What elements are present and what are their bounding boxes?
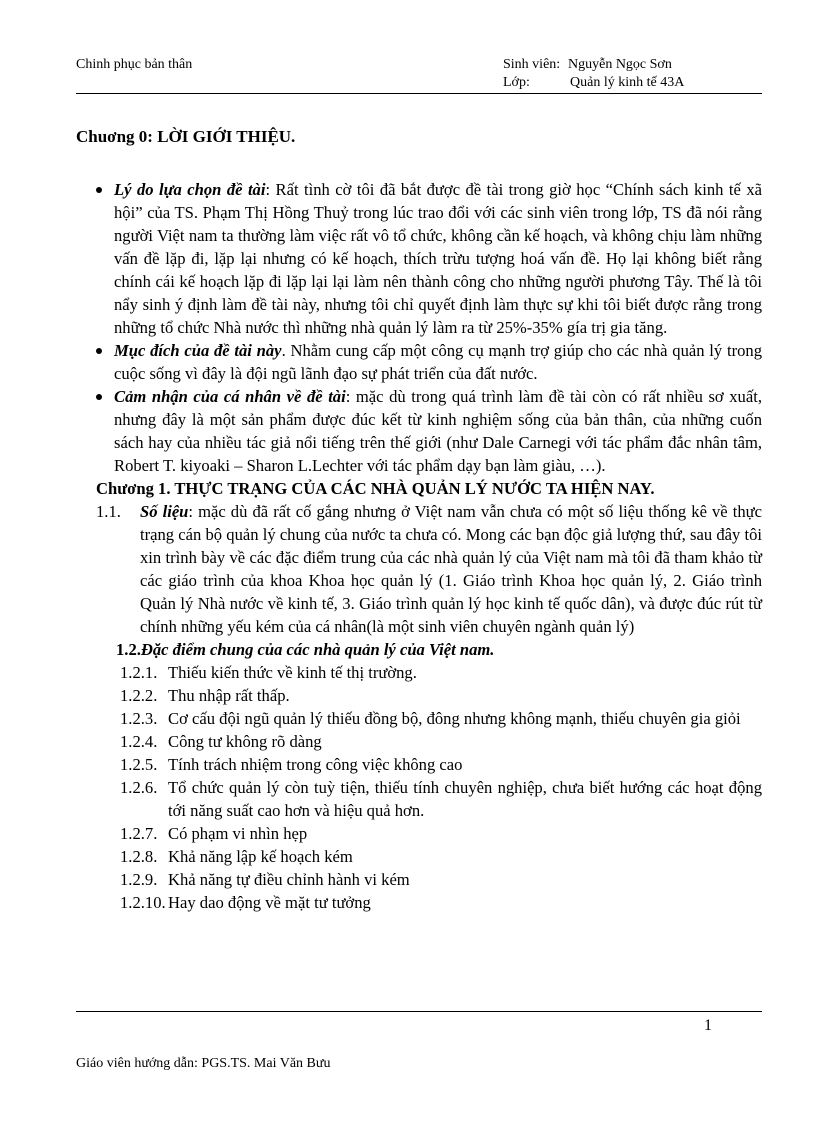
item-text: Có phạm vi nhìn hẹp [168, 824, 308, 843]
item-number: 1.2.5. [120, 755, 158, 774]
section-1-1 [76, 500, 762, 638]
section-text: : mặc dù đã rất cố gắng nhưng ở Việt nam vẫn chưa có một số liệu thống kê về thực trạng cán bộ quản lý chung của nước ta chưa có. Mong các bạn độc giả lượng thứ, sau đây tôi xin trình bày về các đặc điểm trung của các nhà quản lý của Việt nam mà tôi đã tham khảo từ các giáo trình của khoa Khoa học quản lý (1. Giáo trình Khoa học quản lý, 2. Giáo trình Quản lý Nhà nước về kinh tế, 3. Giáo trình quản lý học kinh tế quốc dân), và được đúc rút từ chính những yếu kém của cá nhân(là một sinh viên chuyên ngành quản lý) [140, 502, 762, 636]
list-item [76, 891, 762, 914]
list-item [76, 707, 762, 730]
item-text: Tổ chức quản lý còn tuỳ tiện, thiếu tính chuyên nghiệp, chưa biết hướng các hoạt động tới năng suất cao hơn và hiệu quả hơn. [168, 778, 762, 820]
item-text: Khả năng lập kế hoạch kém [168, 847, 353, 866]
bullet-dot [96, 348, 102, 354]
item-number: 1.2.8. [120, 847, 158, 866]
page-number: 1 [704, 1017, 712, 1034]
item-number: 1.2.1. [120, 663, 158, 682]
header-document-title: Chinh phục bản thân [76, 57, 193, 72]
header-class-label: Lớp: [503, 75, 530, 90]
item-number: 1.2.3. [120, 709, 158, 728]
header-rule [76, 93, 762, 94]
bullet-text: : Rất tình cờ tôi đã bắt được đề tài trong giờ học “Chính sách kinh tế xã hội” của TS. Phạm Thị Hồng Thuỷ trong lúc trao đổi với các sinh viên trong lớp, TS đã nói rằng người Việt nam ta thường làm việc rất vô tổ chức, không cần kế hoạch, và không chịu làm những vấn đề lặp đi, lặp lại nhưng có kế hoạch, thích trừu tượng hoá vấn đề. Họ lại không biết rằng chính cái kế hoạch lặp đi lặp lại lại làm nên thành công cho những người phương Tây. Thế là tôi nẩy sinh ý định làm đề tài này, nhưng tôi chỉ quyết định làm thực sự khi tôi biết được rằng trong những tổ chức Nhà nước thì những nhà quản lý làm ra từ 25%-35% gía trị gia tăng. [114, 180, 762, 337]
list-item [76, 661, 762, 684]
bullet-item-impression [76, 385, 762, 477]
chapter0-bullet-list [76, 178, 762, 477]
section-number: 1.2. [116, 640, 141, 659]
list-item [76, 868, 762, 891]
item-number: 1.2.4. [120, 732, 158, 751]
list-item [76, 730, 762, 753]
item-text: Cơ cấu đội ngũ quản lý thiếu đồng bộ, đông nhưng không mạnh, thiếu chuyên gia giỏi [168, 709, 741, 728]
item-text: Tính trách nhiệm trong công việc không cao [168, 755, 463, 774]
header-student-name: Nguyễn Ngọc Sơn [568, 57, 672, 72]
bullet-lead: Lý do lựa chọn đề tài [114, 180, 266, 199]
bullet-lead: Mục đích của đề tài này [114, 341, 282, 360]
item-text: Thiếu kiến thức về kinh tế thị trường. [168, 663, 417, 682]
list-item [76, 822, 762, 845]
bullet-item-reason [76, 178, 762, 339]
bullet-text: : mặc dù trong quá trình làm đề tài còn có rất nhiều sơ xuất, nhưng đây là một sản phẩm được đúc kết từ kinh nghiệm sống của bản thân, của những cuốn sách hay của nhiều tác giả nổi tiếng trên thế giới (như Dale Carnegi với tác phẩm đắc nhân tâm, Robert T. kiyoaki – Sharon L.Lechter với tác phẩm dạy bạn làm giàu, …). [114, 387, 762, 475]
header-class-name: Quản lý kinh tế 43A [570, 75, 685, 90]
footer-rule [76, 1011, 762, 1012]
item-text: Khả năng tự điều chỉnh hành vi kém [168, 870, 410, 889]
section-number: 1.1. [96, 502, 121, 521]
section-1-2-heading [116, 638, 762, 661]
page-body [76, 125, 762, 914]
chapter0-title: Chuơng 0: LỜI GIỚI THIỆU. [76, 127, 296, 146]
section-title: Đặc điểm chung của các nhà quản lý của Việt nam. [140, 640, 495, 659]
item-number: 1.2.10. [120, 893, 166, 912]
chapter1-title: Chương 1. THỰC TRẠNG CỦA CÁC NHÀ QUẢN LÝ NƯỚC TA HIỆN NAY. [96, 479, 655, 498]
item-number: 1.2.2. [120, 686, 158, 705]
bullet-dot [96, 187, 102, 193]
footer-supervisor: Giáo viên hướng dẫn: PGS.TS. Mai Văn Bưu [76, 1056, 331, 1071]
bullet-dot [96, 394, 102, 400]
item-number: 1.2.6. [120, 778, 158, 797]
bullet-text: . Nhằm cung cấp một công cụ mạnh trợ giúp cho các nhà quản lý trong cuộc sống vì đây là đội ngũ lãnh đạo sự phát triển của đất nước. [114, 341, 762, 383]
list-item [76, 845, 762, 868]
header-student-label: Sinh viên: [503, 57, 561, 72]
section-lead: Số liệu [140, 502, 189, 521]
list-item [76, 753, 762, 776]
list-item [76, 776, 762, 822]
list-item [76, 684, 762, 707]
item-number: 1.2.9. [120, 870, 158, 889]
item-number: 1.2.7. [120, 824, 158, 843]
item-text: Công tư không rõ dàng [168, 732, 322, 751]
bullet-item-purpose [76, 339, 762, 385]
item-text: Hay dao động về mặt tư tưởng [168, 893, 371, 912]
item-text: Thu nhập rất thấp. [168, 686, 290, 705]
bullet-lead: Cảm nhận của cá nhân về đề tài [114, 387, 346, 406]
